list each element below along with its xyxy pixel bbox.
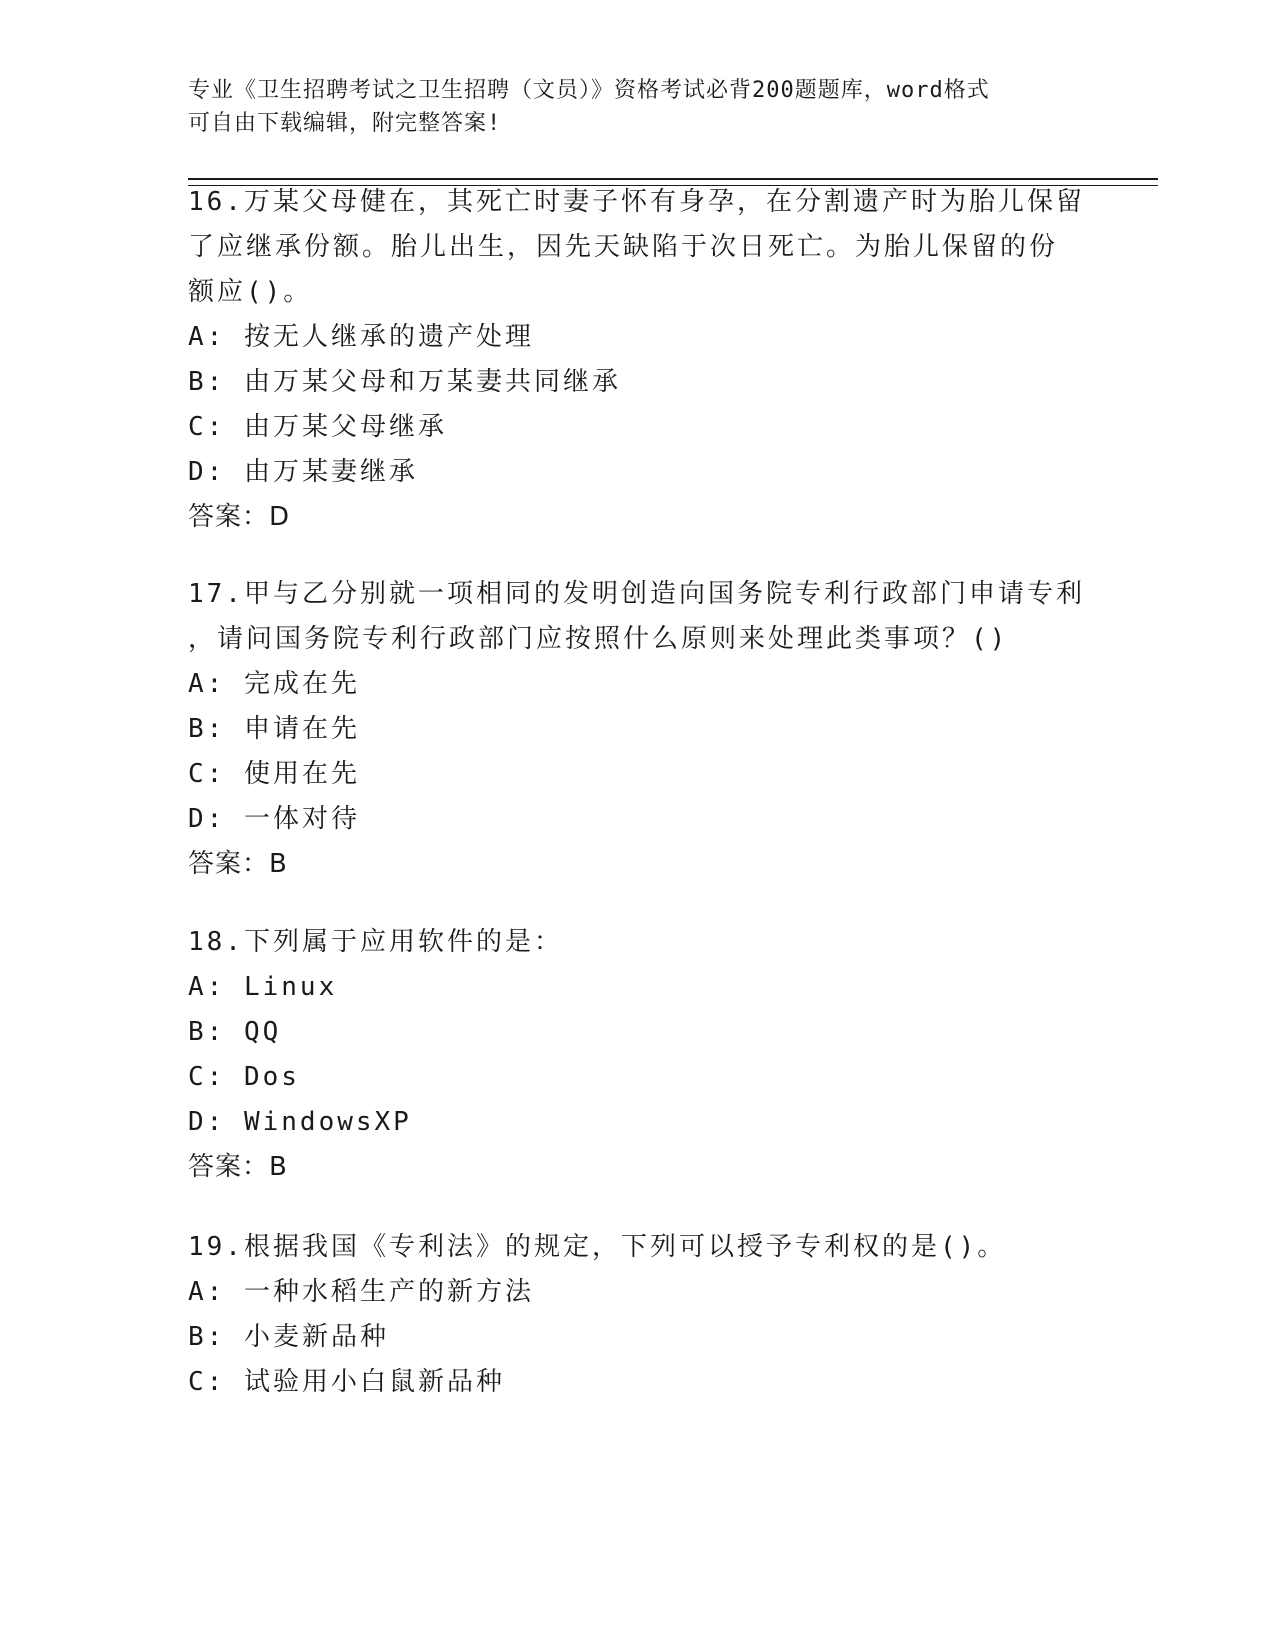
option-a: A: Linux [188, 972, 338, 1002]
option-b: B: QQ [188, 1017, 282, 1047]
option-b: B: 由万某父母和万某妻共同继承 [188, 367, 621, 397]
option-b: B: 申请在先 [188, 714, 360, 744]
option-b: B: 小麦新品种 [188, 1322, 389, 1352]
question-stem-line: 19.根据我国《专利法》的规定，下列可以授予专利权的是()。 [188, 1232, 1007, 1262]
option-d: D: 一体对待 [188, 804, 360, 834]
option-a: A: 一种水稻生产的新方法 [188, 1277, 534, 1307]
answer-label: 答案：D [188, 502, 291, 532]
header-line-1: 专业《卫生招聘考试之卫生招聘（文员）》资格考试必背200题题库，word格式 [188, 78, 990, 103]
option-c: C: 由万某父母继承 [188, 412, 447, 442]
question-19 [188, 1225, 1158, 1405]
question-18 [188, 920, 1158, 1190]
option-d: D: 由万某妻继承 [188, 457, 418, 487]
question-stem-line: 18.下列属于应用软件的是： [188, 927, 563, 957]
question-stem-line: ，请问国务院专利行政部门应按照什么原则来处理此类事项？() [188, 624, 1009, 654]
option-a: A: 按无人继承的遗产处理 [188, 322, 534, 352]
question-16 [188, 180, 1158, 540]
option-c: C: 试验用小白鼠新品种 [188, 1367, 505, 1397]
option-a: A: 完成在先 [188, 669, 360, 699]
answer-label: 答案：B [188, 1152, 288, 1182]
option-d: D: WindowsXP [188, 1107, 412, 1137]
answer-label: 答案：B [188, 849, 288, 879]
question-stem-line: 了应继承份额。胎儿出生，因先天缺陷于次日死亡。为胎儿保留的份 [188, 232, 1059, 262]
question-stem-line: 额应()。 [188, 277, 313, 307]
header-line-2: 可自由下载编辑，附完整答案! [188, 111, 502, 136]
option-c: C: 使用在先 [188, 759, 360, 789]
question-17 [188, 572, 1158, 887]
document-header [188, 74, 1088, 140]
question-stem-line: 17.甲与乙分别就一项相同的发明创造向国务院专利行政部门申请专利 [188, 579, 1085, 609]
question-stem-line: 16.万某父母健在，其死亡时妻子怀有身孕，在分割遗产时为胎儿保留 [188, 187, 1085, 217]
option-c: C: Dos [188, 1062, 300, 1092]
